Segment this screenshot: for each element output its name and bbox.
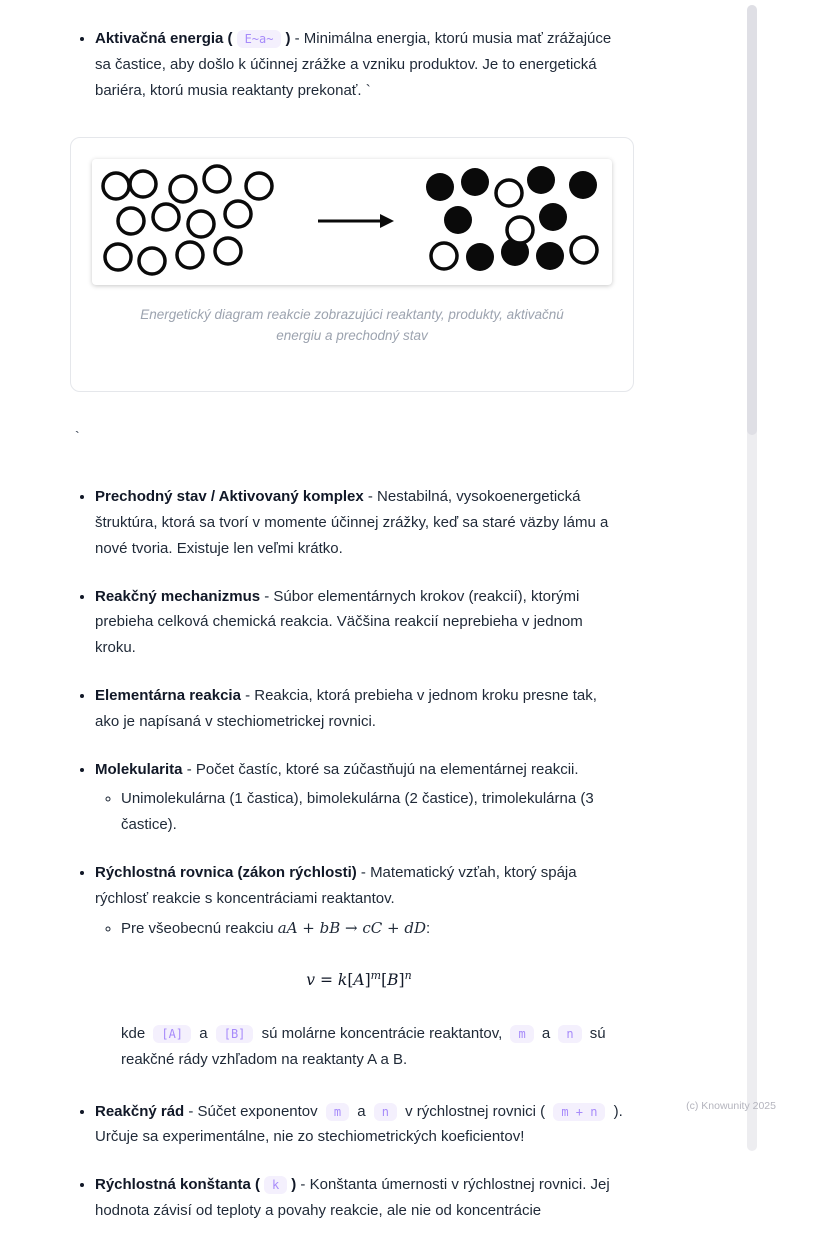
definition-text: v rýchlostnej rovnici (: [400, 1102, 550, 1120]
term-rychlostna-konstanta: Rýchlostná konštanta (: [95, 1176, 261, 1194]
definition-list-top: [75, 26, 623, 103]
list-item-reakcny-rad: [95, 1099, 623, 1151]
formula-equals: =: [315, 971, 338, 990]
formula-bracket: [: [347, 971, 354, 990]
list-item-molekularita: [95, 757, 623, 838]
explanation-text: sú reakčné rády vzhľadom na reaktanty A a B.: [121, 1025, 606, 1068]
term-prechodny-stav: Prechodný stav / Aktivovaný komplex: [95, 488, 364, 506]
code-badge-ea: E~a~: [237, 30, 282, 48]
definition-text: - Počet častíc, ktoré sa zúčastňujú na elementárnej reakcii.: [182, 760, 579, 778]
definition-list-main: [75, 484, 623, 1224]
explanation-text: sú molárne koncentrácie reaktantov,: [257, 1025, 507, 1043]
explanation-text: a: [537, 1025, 555, 1043]
explanation-text: a: [195, 1025, 212, 1043]
definition-text: - Reakcia, ktorá prebieha v jednom kroku presne tak, ako je napísaná v stechiometrickej rovnici.: [95, 687, 597, 730]
list-item-rychlostna-konstanta: [95, 1172, 623, 1224]
molecule-diagram: [92, 159, 612, 285]
term-rychlostna-rovnica: Rýchlostná rovnica (zákon rýchlosti): [95, 864, 357, 881]
formula-bracket: [: [381, 971, 388, 990]
rate-law-explanation: [121, 1021, 623, 1073]
code-badge-m-plus-n: m + n: [553, 1103, 605, 1121]
formula-var-v: v: [306, 971, 316, 990]
formula-bracket: ]: [398, 971, 405, 990]
definition-text: ). Určuje sa experimentálne, nie zo stechiometrických koeficientov!: [95, 1102, 623, 1146]
reaction-diagram-image: [92, 159, 612, 285]
formula-var-b: B: [387, 971, 399, 990]
list-item-prechodny-stav: [95, 484, 623, 561]
term-elementarna-reakcia: Elementárna reakcia: [95, 687, 241, 705]
scrollbar-thumb[interactable]: [747, 5, 757, 435]
formula-bracket: ]: [364, 971, 371, 990]
code-badge-k: k: [264, 1176, 287, 1194]
figure-caption: Energetický diagram reakcie zobrazujúci reaktanty, produkty, aktivačnú energiu a prechodný stav: [140, 307, 564, 344]
rate-law-formula: [95, 967, 623, 995]
reaction-arrow-icon: [318, 214, 394, 228]
definition-text: - Minimálna energia, ktorú musia mať zrážajúce sa častice, aby došlo k účinnej zrážke a vzniku produktov. Je to energetická bariéra, ktorú musia reaktanty prekonať. `: [95, 30, 612, 99]
formula-var-a: A: [353, 971, 365, 990]
explanation-text: kde: [121, 1025, 150, 1043]
code-badge-m: m: [326, 1103, 349, 1121]
term-reakcny-rad: Reakčný rád: [95, 1102, 185, 1120]
formula-exp-n: n: [404, 969, 412, 983]
definition-text: - Nestabilná, vysokoenergetická štruktúra, ktorá sa tvorí v momente účinnej zrážky, keď sa staré väzby lámu a nové tvoria. Existuje len veľmi krátko.: [95, 488, 609, 557]
sub-text-prefix: Pre všeobecnú reakciu: [121, 919, 278, 937]
copyright-notice: (c) Knowunity 2025: [686, 1100, 776, 1112]
code-badge-conc-b: [B]: [216, 1025, 254, 1043]
term-molekularita: Molekularita: [95, 760, 183, 778]
molekularita-sublist: [95, 786, 623, 838]
energy-diagram-card: [70, 137, 634, 392]
list-item-reakcny-mechanizmus: [95, 584, 623, 661]
code-badge-m: m: [510, 1025, 533, 1043]
sublist-item-vseobecna-reakcia: [121, 916, 623, 942]
list-item-elementarna-reakcia: [95, 683, 623, 735]
definition-text: - Matematický vzťah, ktorý spája rýchlosť reakcie s koncentráciami reaktantov.: [95, 864, 577, 907]
term-aktivacna-energia: Aktivačná energia (: [95, 30, 233, 47]
stray-backtick: `: [75, 428, 80, 445]
term-rychlostna-konstanta-close: ): [291, 1176, 297, 1194]
list-item-aktivacna-energia: [95, 26, 623, 103]
rovnica-sublist: [95, 916, 623, 942]
sublist-item-molekularita-types: ◦ Unimolekulárna (1 častica), bimolekulárna (2 častice), trimolekulárna (3 častice).: [121, 786, 623, 838]
formula-var-k: k: [337, 971, 348, 990]
scrollbar-track[interactable]: [747, 5, 757, 1151]
notes-content: [75, 26, 623, 1246]
list-item-rychlostna-rovnica: [95, 860, 623, 1073]
sub-text-suffix: :: [426, 919, 431, 937]
term-aktivacna-energia-close: ): [285, 30, 291, 47]
code-badge-conc-a: [A]: [153, 1025, 191, 1043]
definition-text: - Súčet exponentov: [184, 1102, 322, 1120]
inline-math-general-reaction: aA + bB → cC + dD: [277, 918, 426, 937]
definition-text: - Konštanta úmernosti v rýchlostnej rovnici. Jej hodnota závisí od teploty a povahy reakcie, ale nie od koncentrácie: [95, 1176, 610, 1220]
definition-text: - Súbor elementárnych krokov (reakcií), ktorými prebieha celková chemická reakcia. Väčšina reakcií neprebieha v jednom kroku.: [95, 587, 583, 657]
formula-exp-m: m: [370, 969, 382, 983]
code-badge-n: n: [558, 1025, 581, 1043]
term-reakcny-mechanizmus: Reakčný mechanizmus: [95, 587, 261, 605]
definition-text: a: [353, 1102, 370, 1120]
code-badge-n: n: [374, 1103, 397, 1121]
